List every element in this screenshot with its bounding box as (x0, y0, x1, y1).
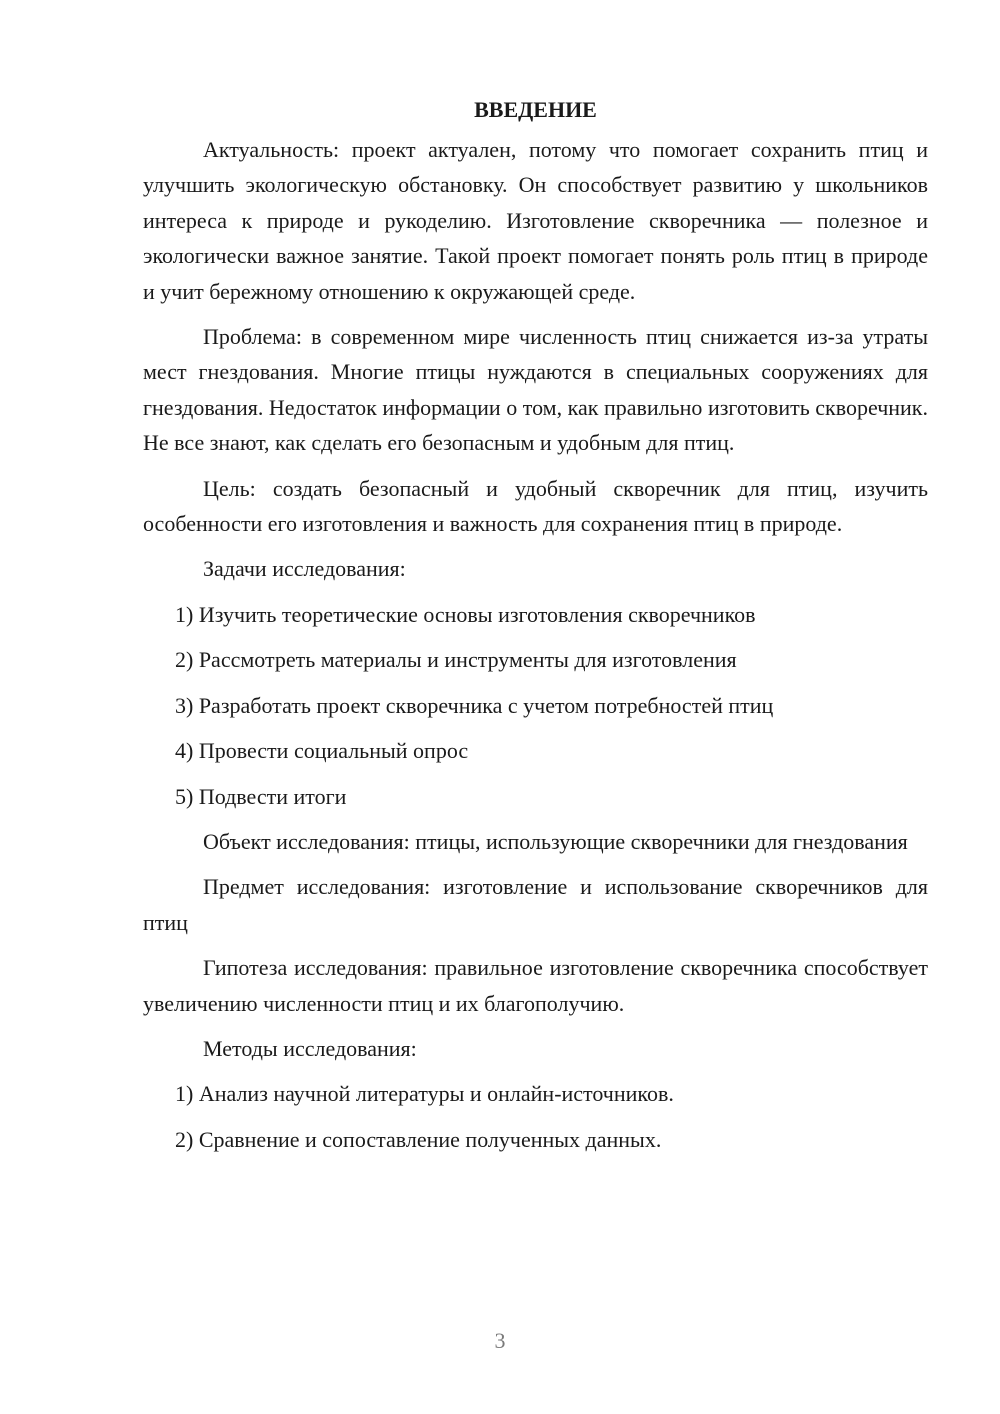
goal-paragraph: Цель: создать безопасный и удобный скворечник для птиц, изучить особенности его изготовления и важность для сохранения птиц в природе. (143, 475, 928, 537)
tasks-heading: Задачи исследования: (203, 556, 406, 582)
task-item-3: 3) Разработать проект скворечника с учетом потребностей птиц (175, 692, 774, 718)
problem-paragraph: Проблема: в современном мире численность птиц снижается из-за утраты мест гнездования. Многие птицы нуждаются в специальных сооружениях для гнездования. Недостаток информации о том, как правильно изготовить скворечник. Не все знают, как сделать его безопасным и удобным для птиц. (143, 324, 928, 456)
subject-paragraph: Предмет исследования: изготовление и использование скворечников для птиц (143, 874, 928, 935)
relevance-paragraph: Актуальность: проект актуален, потому что помогает сохранить птиц и улучшить экологическую обстановку. Он способствует развитию у школьников интереса к природе и рукоделию. Изготовление скворечника — полезное и экологически важное занятие. Такой проект помогает понять роль птиц в природе и учит бережному отношению к окружающей среде. (143, 137, 928, 304)
task-item-2: 2) Рассмотреть материалы и инструменты для изготовления (175, 647, 737, 673)
task-item-4: 4) Провести социальный опрос (175, 738, 469, 764)
document-page (143, 92, 928, 1167)
task-item-1: 1) Изучить теоретические основы изготовления скворечников (175, 601, 756, 627)
method-item-1: 1) Анализ научной литературы и онлайн-источников. (175, 1081, 674, 1107)
section-title: ВВЕДЕНИЕ (474, 97, 597, 122)
page-number: 3 (494, 1328, 506, 1353)
method-item-2: 2) Сравнение и сопоставление полученных данных. (175, 1126, 662, 1152)
methods-heading: Методы исследования: (203, 1035, 417, 1061)
task-item-5: 5) Подвести итоги (175, 783, 347, 809)
object-paragraph: Объект исследования: птицы, использующие скворечники для гнездования (203, 828, 908, 854)
hypothesis-paragraph: Гипотеза исследования: правильное изготовление скворечника способствует увеличению численности птиц и их благополучию. (143, 955, 928, 1016)
